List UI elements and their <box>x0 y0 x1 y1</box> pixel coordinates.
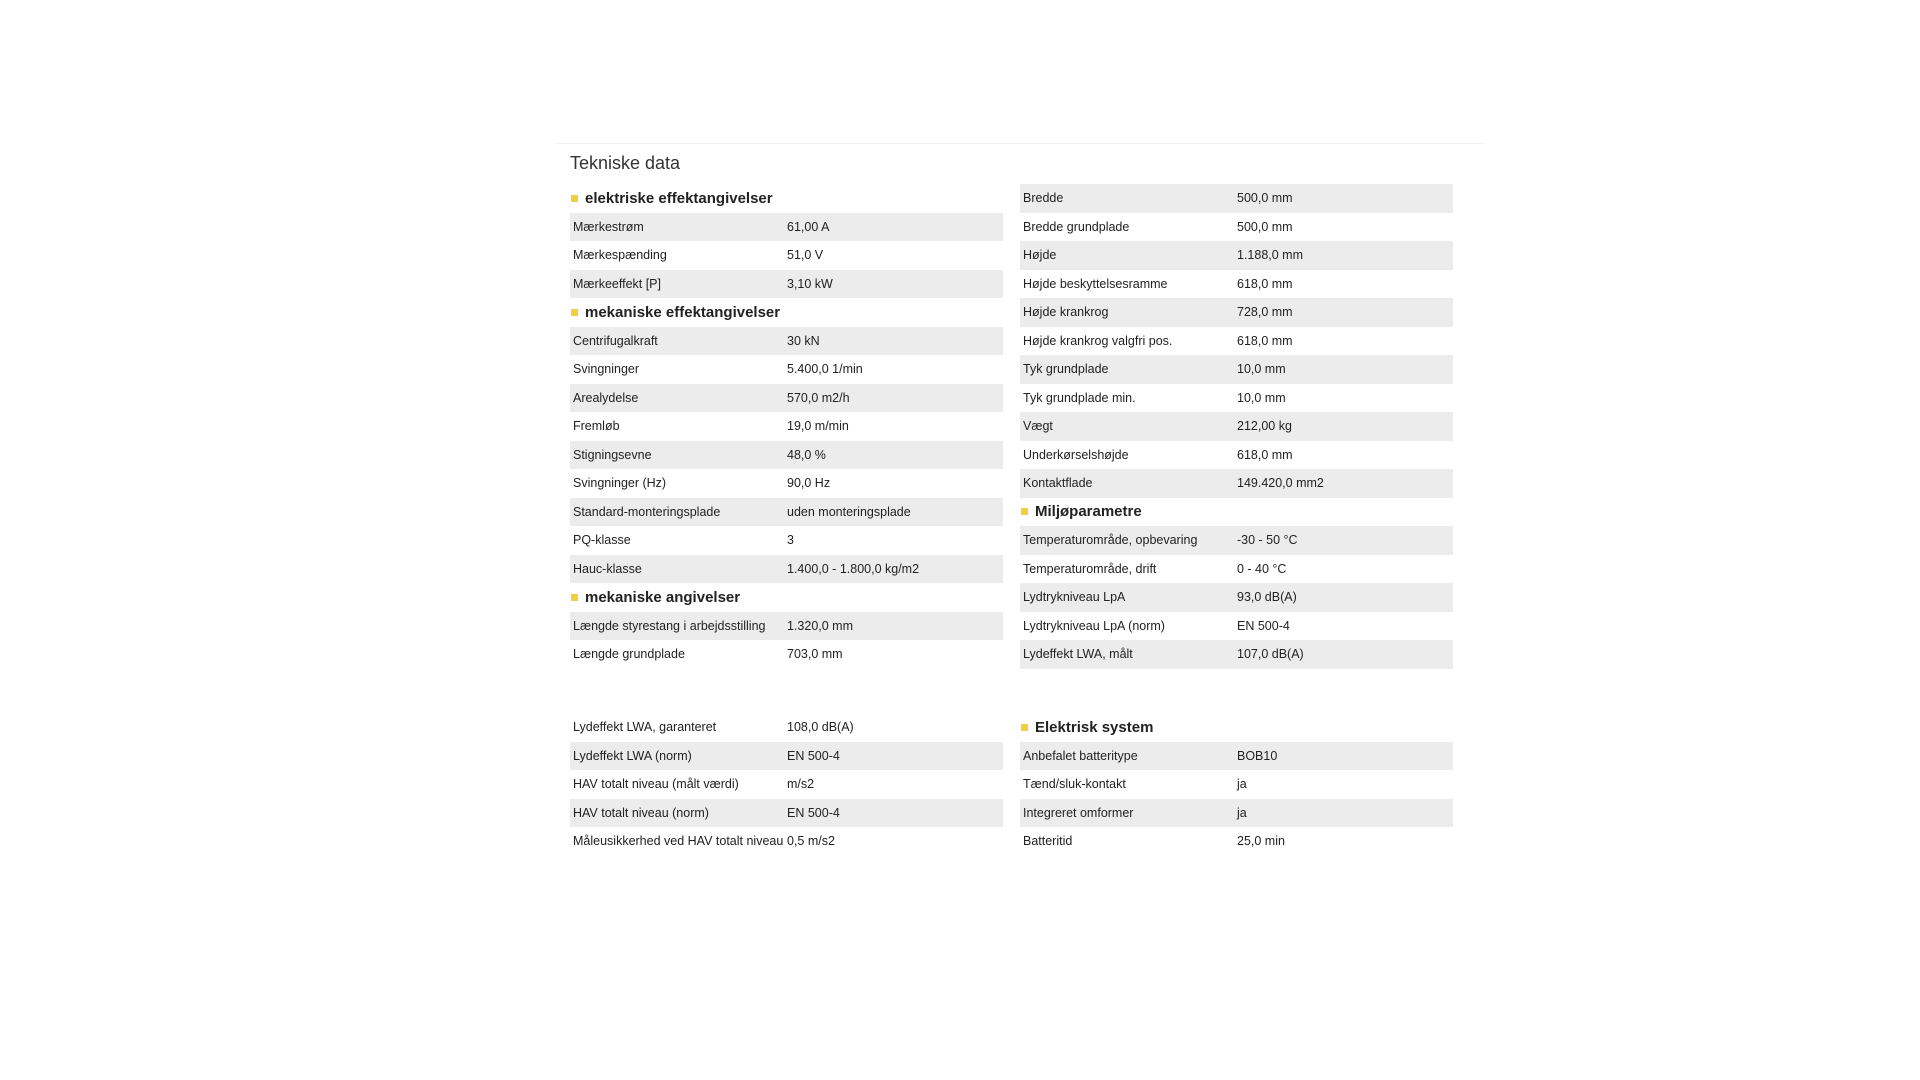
spec-row <box>570 327 1003 356</box>
spec-label: Tyk grundplade <box>1023 362 1109 377</box>
section-heading-mechanical <box>570 583 1003 612</box>
spec-row <box>1020 355 1453 384</box>
spec-value: 10,0 mm <box>1237 362 1286 377</box>
spec-value: 61,00 A <box>787 219 830 234</box>
section-heading-label: mekaniske angivelser <box>585 588 741 606</box>
spec-value: 149.420,0 mm2 <box>1237 476 1324 491</box>
spec-row <box>570 213 1003 242</box>
spec-label: HAV totalt niveau (norm) <box>573 805 709 820</box>
spec-value: 0 - 40 °C <box>1237 561 1287 576</box>
spec-value: 728,0 mm <box>1237 305 1293 320</box>
spec-label: Temperaturområde, opbevaring <box>1023 533 1198 548</box>
spec-row <box>1020 213 1453 242</box>
spec-row <box>570 555 1003 584</box>
spec-label: Bredde grundplade <box>1023 219 1130 234</box>
spec-row <box>570 799 1003 828</box>
spec-label: Bredde <box>1023 191 1064 206</box>
spec-label: Måleusikkerhed ved HAV totalt niveau <box>573 834 784 849</box>
spec-value: 30 kN <box>787 333 820 348</box>
spec-value: 570,0 m2/h <box>787 390 850 405</box>
spec-value: 3 <box>787 533 794 548</box>
spec-label: Længde styrestang i arbejdsstilling <box>573 618 766 633</box>
spec-label: Højde krankrog valgfri pos. <box>1023 333 1173 348</box>
spec-value: 618,0 mm <box>1237 447 1293 462</box>
spec-value: 48,0 % <box>787 447 826 462</box>
spec-value: 212,00 kg <box>1237 419 1292 434</box>
spec-label: Lydtrykniveau LpA (norm) <box>1023 618 1165 633</box>
spec-row <box>570 270 1003 299</box>
spec-value: 107,0 dB(A) <box>1237 647 1304 662</box>
spec-label: Stigningsevne <box>573 447 652 462</box>
spec-row <box>570 469 1003 498</box>
spec-row <box>1020 612 1453 641</box>
spec-label: Integreret omformer <box>1023 805 1134 820</box>
spec-value: 25,0 min <box>1237 834 1285 849</box>
spec-value: 51,0 V <box>787 248 824 263</box>
section-heading-electrical-system <box>1020 713 1453 742</box>
spec-value: 108,0 dB(A) <box>787 720 854 735</box>
spec-label: Fremløb <box>573 419 620 434</box>
spec-row <box>1020 770 1453 799</box>
spec-row <box>1020 742 1453 771</box>
spec-row <box>1020 298 1453 327</box>
spec-label: HAV totalt niveau (målt værdi) <box>573 777 739 792</box>
spec-row <box>570 241 1003 270</box>
spec-label: Lydeffekt LWA, garanteret <box>573 720 717 735</box>
spec-label: Batteritid <box>1023 834 1073 849</box>
spec-label: Svingninger (Hz) <box>573 476 667 491</box>
spec-row <box>1020 184 1453 213</box>
right-top-column <box>1020 184 1453 669</box>
spec-value: EN 500-4 <box>787 748 840 763</box>
bullet-icon <box>1021 724 1028 731</box>
spec-label: Mærkestrøm <box>573 219 644 234</box>
spec-row <box>570 441 1003 470</box>
bullet-icon <box>1021 508 1028 515</box>
spec-row <box>570 384 1003 413</box>
spec-row <box>1020 441 1453 470</box>
spec-label: Hauc-klasse <box>573 561 642 576</box>
spec-label: Højde beskyttelsesramme <box>1023 276 1168 291</box>
spec-row <box>1020 640 1453 669</box>
section-heading-environment <box>1020 498 1453 527</box>
spec-row <box>1020 469 1453 498</box>
spec-row <box>1020 327 1453 356</box>
spec-value: 0,5 m/s2 <box>787 834 835 849</box>
spec-value: 618,0 mm <box>1237 276 1293 291</box>
spec-label: Temperaturområde, drift <box>1023 561 1157 576</box>
left-bottom-column <box>570 713 1003 856</box>
spec-value: 5.400,0 1/min <box>787 362 863 377</box>
spec-label: Arealydelse <box>573 390 639 405</box>
spec-value: 500,0 mm <box>1237 219 1293 234</box>
spec-value: 618,0 mm <box>1237 333 1293 348</box>
spec-label: Vægt <box>1023 419 1053 434</box>
spec-value: 1.320,0 mm <box>787 618 854 633</box>
spec-label: Højde <box>1023 248 1057 263</box>
spec-row <box>570 612 1003 641</box>
section-heading-mechanical-performance <box>570 298 1003 327</box>
spec-value: EN 500-4 <box>1237 618 1290 633</box>
spec-value: ja <box>1237 805 1247 820</box>
spec-row <box>570 526 1003 555</box>
spec-row <box>1020 241 1453 270</box>
spec-value: uden monteringsplade <box>787 504 911 519</box>
bullet-icon <box>571 195 578 202</box>
section-heading-label: Elektrisk system <box>1035 718 1154 736</box>
bullet-icon <box>571 309 578 316</box>
spec-value: 500,0 mm <box>1237 191 1293 206</box>
spec-row <box>570 412 1003 441</box>
spec-label: Standard-monteringsplade <box>573 504 721 519</box>
spec-row <box>570 742 1003 771</box>
spec-label: Mærkespænding <box>573 248 667 263</box>
spec-row <box>570 498 1003 527</box>
right-bottom-column <box>1020 713 1453 856</box>
spec-value: 703,0 mm <box>787 647 843 662</box>
spec-value: 1.188,0 mm <box>1237 248 1304 263</box>
spec-value: 3,10 kW <box>787 276 833 291</box>
spec-row <box>1020 412 1453 441</box>
section-heading-electrical <box>570 184 1003 213</box>
spec-row <box>1020 583 1453 612</box>
spec-label: Centrifugalkraft <box>573 333 658 348</box>
spec-value: 90,0 Hz <box>787 476 831 491</box>
spec-value: 10,0 mm <box>1237 390 1286 405</box>
left-top-column <box>570 184 1003 669</box>
spec-label: Mærkeeffekt [P] <box>573 276 661 291</box>
section-heading-label: elektriske effektangivelser <box>585 189 773 207</box>
spec-row <box>570 355 1003 384</box>
spec-label: Lydeffekt LWA (norm) <box>573 748 692 763</box>
spec-label: Underkørselshøjde <box>1023 447 1129 462</box>
spec-row <box>1020 384 1453 413</box>
spec-value: 19,0 m/min <box>787 419 849 434</box>
spec-label: PQ-klasse <box>573 533 631 548</box>
spec-value: 93,0 dB(A) <box>1237 590 1297 605</box>
spec-value: ja <box>1237 777 1247 792</box>
bullet-icon <box>571 594 578 601</box>
spec-label: Højde krankrog <box>1023 305 1109 320</box>
spec-row <box>1020 526 1453 555</box>
spec-label: Svingninger <box>573 362 640 377</box>
spec-value: -30 - 50 °C <box>1237 533 1298 548</box>
spec-label: Anbefalet batteritype <box>1023 748 1138 763</box>
spec-row <box>570 713 1003 742</box>
spec-value: m/s2 <box>787 777 815 792</box>
spec-label: Lydeffekt LWA, målt <box>1023 647 1133 662</box>
spec-row <box>570 770 1003 799</box>
spec-row <box>570 827 1003 856</box>
section-heading-label: mekaniske effektangivelser <box>585 303 781 321</box>
spec-value: 1.400,0 - 1.800,0 kg/m2 <box>787 561 920 576</box>
spec-label: Tyk grundplade min. <box>1023 390 1136 405</box>
spec-row <box>1020 799 1453 828</box>
spec-row <box>1020 555 1453 584</box>
spec-row <box>1020 270 1453 299</box>
spec-row <box>1020 827 1453 856</box>
top-divider <box>555 143 1485 144</box>
spec-label: Længde grundplade <box>573 647 685 662</box>
spec-label: Tænd/sluk-kontakt <box>1023 777 1126 792</box>
spec-row <box>570 640 1003 669</box>
section-heading-label: Miljøparametre <box>1035 503 1142 521</box>
spec-label: Lydtrykniveau LpA <box>1023 590 1126 605</box>
spec-value: BOB10 <box>1237 748 1278 763</box>
spec-value: EN 500-4 <box>787 805 840 820</box>
page-title: Tekniske data <box>570 153 681 173</box>
spec-label: Kontaktflade <box>1023 476 1093 491</box>
